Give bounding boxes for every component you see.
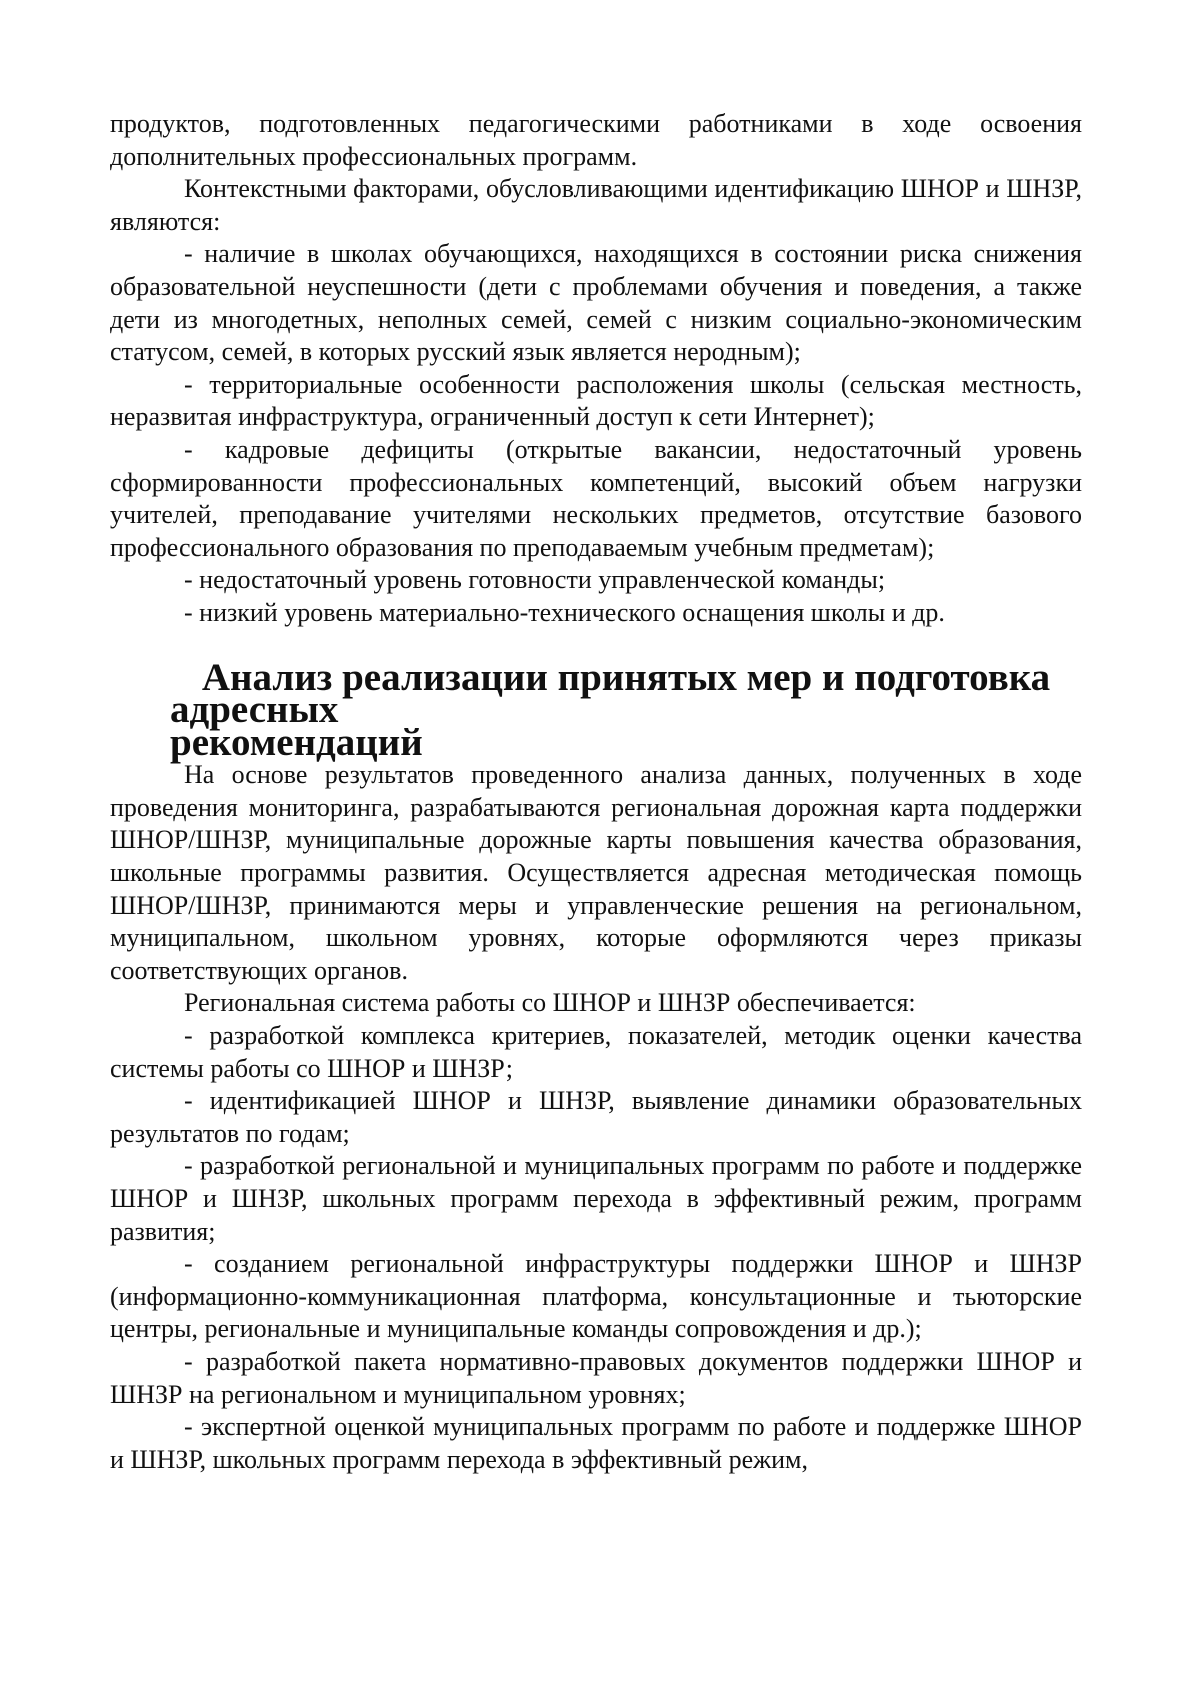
list-item-identification: - идентификацией ШНОР и ШНЗР, выявление динамики образовательных результатов по годам; bbox=[110, 1086, 1082, 1148]
list-item-risk-students: - наличие в школах обучающихся, находящихся в состоянии риска снижения образовательной неуспешности (дети с проблемами обучения и поведения, а также дети из многодетных, неполных семей, семей с низким социально-экономическим статусом, семей, в которых русский язык является неродным); bbox=[110, 239, 1082, 367]
list-item-staff-deficits: - кадровые дефициты (открытые вакансии, недостаточный уровень сформированности профессиональных компетенций, высокий объем нагрузки учителей, преподавание учителями нескольких предметов, отсутствие базового профессионального образования по преподаваемым учебным предметам); bbox=[110, 434, 1082, 562]
list-item-criteria: - разработкой комплекса критериев, показателей, методик оценки качества системы работы со ШНОР и ШНЗР; bbox=[110, 1021, 1082, 1083]
list-item-normative-documents: - разработкой пакета нормативно-правовых документов поддержки ШНОР и ШНЗР на региональном и муниципальном уровнях; bbox=[110, 1346, 1082, 1409]
list-item-material-equipment: - низкий уровень материально-технического оснащения школы и др. bbox=[184, 597, 945, 627]
list-item-infrastructure: - созданием региональной инфраструктуры поддержки ШНОР и ШНЗР (информационно-коммуникационная платформа, консультационные и тьюторские центры, региональные и муниципальные команды сопровождения и др.); bbox=[110, 1249, 1082, 1344]
section-heading-line-2: рекомендаций bbox=[170, 720, 423, 764]
section-heading bbox=[110, 655, 1082, 764]
list-item-management-readiness: - недостаточный уровень готовности управленческой команды; bbox=[184, 565, 886, 595]
paragraph-analysis: На основе результатов проведенного анализа данных, полученных в ходе проведения мониторинга, разрабатываются региональная дорожная карта поддержки ШНОР/ШНЗР, муниципальные дорожные карты повышения качества образования, школьные программы развития. Осуществляется адресная методическая помощь ШНОР/ШНЗР, принимаются меры и управленческие решения на региональном, муниципальном, школьном уровнях, которые оформляются через приказы соответствующих органов. bbox=[110, 760, 1082, 985]
list-item-programs: - разработкой региональной и муниципальных программ по работе и поддержке ШНОР и ШНЗР, школьных программ перехода в эффективный режим, программ развития; bbox=[110, 1151, 1082, 1246]
paragraph-regional-system-intro: Региональная система работы со ШНОР и ШНЗР обеспечивается: bbox=[184, 988, 916, 1018]
paragraph-context-factors-intro: Контекстными факторами, обусловливающими идентификацию ШНОР и ШНЗР, являются: bbox=[110, 174, 1082, 236]
paragraph-continuation: продуктов, подготовленных педагогическими работниками в ходе освоения дополнительных профессиональных программ. bbox=[110, 109, 1082, 171]
document-body bbox=[110, 108, 1082, 1476]
list-item-expert-evaluation: - экспертной оценкой муниципальных программ по работе и поддержке ШНОР и ШНЗР, школьных программ перехода в эффективный режим, bbox=[110, 1412, 1082, 1474]
list-item-territorial: - территориальные особенности расположения школы (сельская местность, неразвитая инфраструктура, ограниченный доступ к сети Интернет); bbox=[110, 369, 1082, 432]
section-heading-line-1: Анализ реализации принятых мер и подготовка адресных bbox=[170, 655, 1051, 732]
